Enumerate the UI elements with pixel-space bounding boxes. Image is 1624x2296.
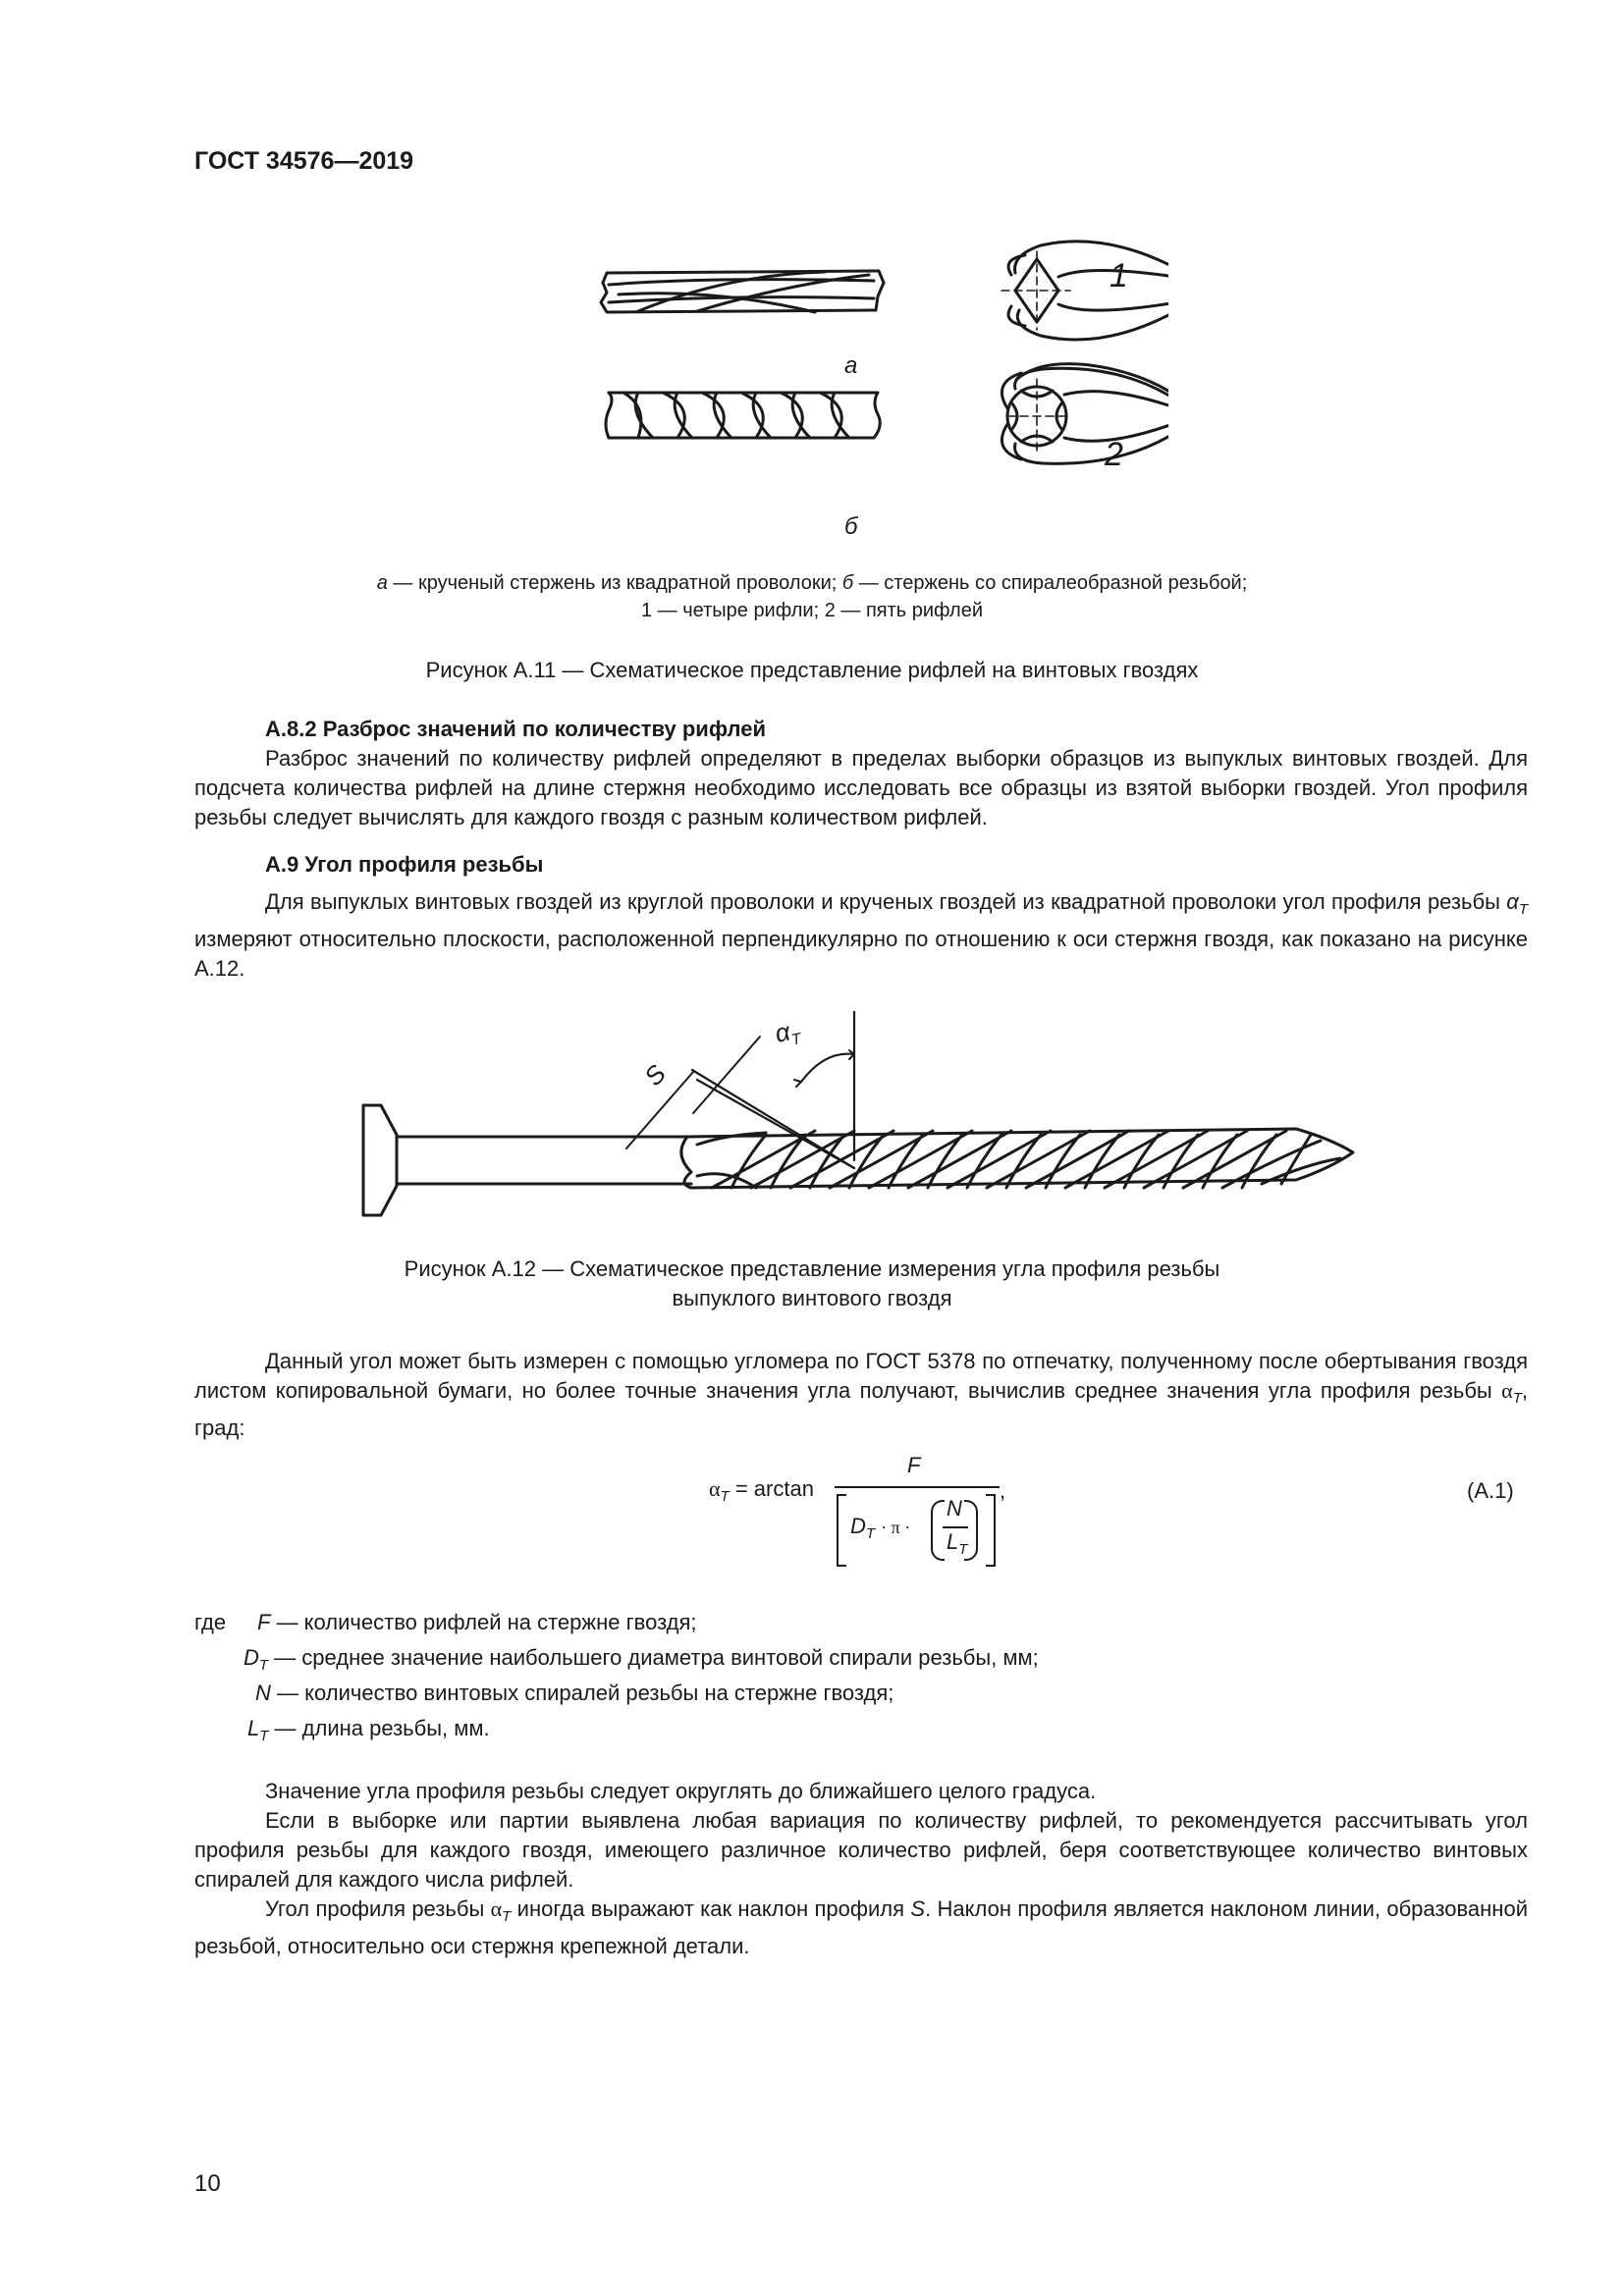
legend-line-2: 1 — четыре рифли; 2 — пять рифлей: [640, 600, 984, 621]
round-section-drawing: [1001, 364, 1168, 464]
measurement-paragraph: Данный угол может быть измерен с помощью угломера по ГОСТ 5378 по отпечатку, полученному после обертывания гвоздя листом копировальной бумаги, но более точные значения угла получают, вычислив среднее значения угла профиля резьбы $\alpha_T$, град:: [194, 1349, 1528, 1440]
threaded-shank-drawing: [681, 1129, 1353, 1188]
legend-a-text: — крученый стержень из квадратной проволоки;: [387, 572, 842, 594]
figure-a12-caption-line2: выпуклого винтового гвоздя: [672, 1286, 952, 1310]
label-2: 2: [1105, 436, 1123, 473]
where-item-l: $L_T$ — длина резьбы, мм.: [247, 1716, 490, 1744]
formula-d: D: [850, 1514, 866, 1538]
legend-b-text: — стержень со спиралеобразной резьбой;: [853, 572, 1248, 594]
section-a9-paragraph: Для выпуклых винтовых гвоздей из круглой проволоки и крученых гвоздей из квадратной проволоки угол профиля резьбы $\alpha_T$ измеряют относительно плоскости, расположенной перпендикулярно по отношению к оси стержня гвоздя, как показано на рисунке А.12.: [194, 889, 1528, 981]
formula-n: N: [947, 1496, 962, 1521]
paren-left: [931, 1500, 945, 1561]
twisted-square-rod-drawing: [601, 271, 884, 312]
page-number: 10: [194, 2170, 221, 2197]
legend-a-letter: а: [376, 572, 388, 594]
label-alpha: $\alpha_T$: [772, 1016, 803, 1049]
formula-arctan: = arctan: [734, 1476, 814, 1501]
formula-comma: ,: [1000, 1478, 1006, 1503]
bracket-left: [837, 1494, 846, 1567]
figure-a11-legend: [194, 569, 1430, 624]
label-b: б: [844, 513, 858, 540]
formula-l: L: [947, 1529, 959, 1554]
figure-a12-caption-line1: Рисунок А.12 — Схематическое представление измерения угла профиля резьбы: [404, 1256, 1220, 1281]
label-1: 1: [1110, 257, 1128, 294]
fraction-bar: [835, 1486, 1000, 1488]
alpha-symbol: α: [1506, 889, 1519, 914]
formula-numerator: F: [907, 1453, 921, 1477]
spiral-rod-drawing: [606, 393, 880, 438]
closing-paragraph-3: Угол профиля резьбы $\alpha_T$ иногда выражают как наклон профиля S. Наклон профиля является наклоном линии, образованной резьбой, относительно оси стержня крепежной детали.: [194, 1896, 1528, 1958]
nail-shank-drawing: [397, 1137, 691, 1184]
inner-fraction-bar: [943, 1526, 968, 1528]
alpha-symbol: α: [1501, 1378, 1513, 1403]
figure-a11: [579, 216, 1168, 550]
section-a9-heading: А.9 Угол профиля резьбы: [265, 852, 544, 877]
label-s: S: [638, 1058, 672, 1092]
figure-a11-caption: Рисунок А.11 — Схематическое представление рифлей на винтовых гвоздях: [425, 658, 1199, 682]
formula-number: (А.1): [1467, 1478, 1514, 1503]
section-a82-heading: А.8.2 Разброс значений по количеству рифлей: [265, 717, 766, 741]
closing-paragraph-2: Если в выборке или партии выявлена любая вариация по количеству рифлей, то рекомендуется рассчитывать угол профиля резьбы для каждого гвоздя, имеющего различное количество рифлей, беря соответствующее количество винтовых спиралей для каждого числа рифлей.: [194, 1808, 1528, 1892]
formula-alpha: α: [709, 1476, 721, 1501]
legend-b-letter: б: [841, 572, 854, 594]
angle-construction-lines: [601, 1011, 854, 1168]
where-intro: где: [194, 1610, 227, 1634]
where-item-f: F — количество рифлей на стержне гвоздя;: [257, 1610, 697, 1634]
label-a: а: [844, 352, 858, 379]
formula-dot-pi: · π ·: [881, 1518, 911, 1537]
closing-paragraph-1: Значение угла профиля резьбы следует округлять до ближайшего целого градуса.: [265, 1779, 1097, 1803]
figure-a12-caption: [194, 1255, 1430, 1313]
nail-head-drawing: [363, 1105, 397, 1215]
where-item-n: N — количество винтовых спиралей резьбы на стержне гвоздя;: [255, 1681, 894, 1705]
where-item-d: $D_T$ — среднее значение наибольшего диаметра винтовой спирали резьбы, мм;: [244, 1645, 1039, 1674]
square-section-drawing: [1001, 241, 1168, 340]
alpha-symbol: α: [490, 1896, 503, 1921]
document-header: ГОСТ 34576—2019: [194, 147, 414, 175]
section-a82-paragraph: Разброс значений по количеству рифлей определяют в пределах выборки образцов из выпуклых винтовых гвоздей. Для подсчета количества рифлей на длине стержня необходимо исследовать все образцы из взятой выборки гвоздей. Угол профиля резьбы следует вычислять для каждого гвоздя с разным количеством рифлей.: [194, 746, 1528, 829]
closing-paragraphs: [194, 1777, 1528, 1961]
figure-a12: [353, 1011, 1375, 1227]
formula-a1: $\alpha_T = \arctan$ F $D_T \cdot \pi$ · N $L_T$ ,: [709, 1453, 1023, 1571]
bracket-right: [986, 1494, 996, 1567]
